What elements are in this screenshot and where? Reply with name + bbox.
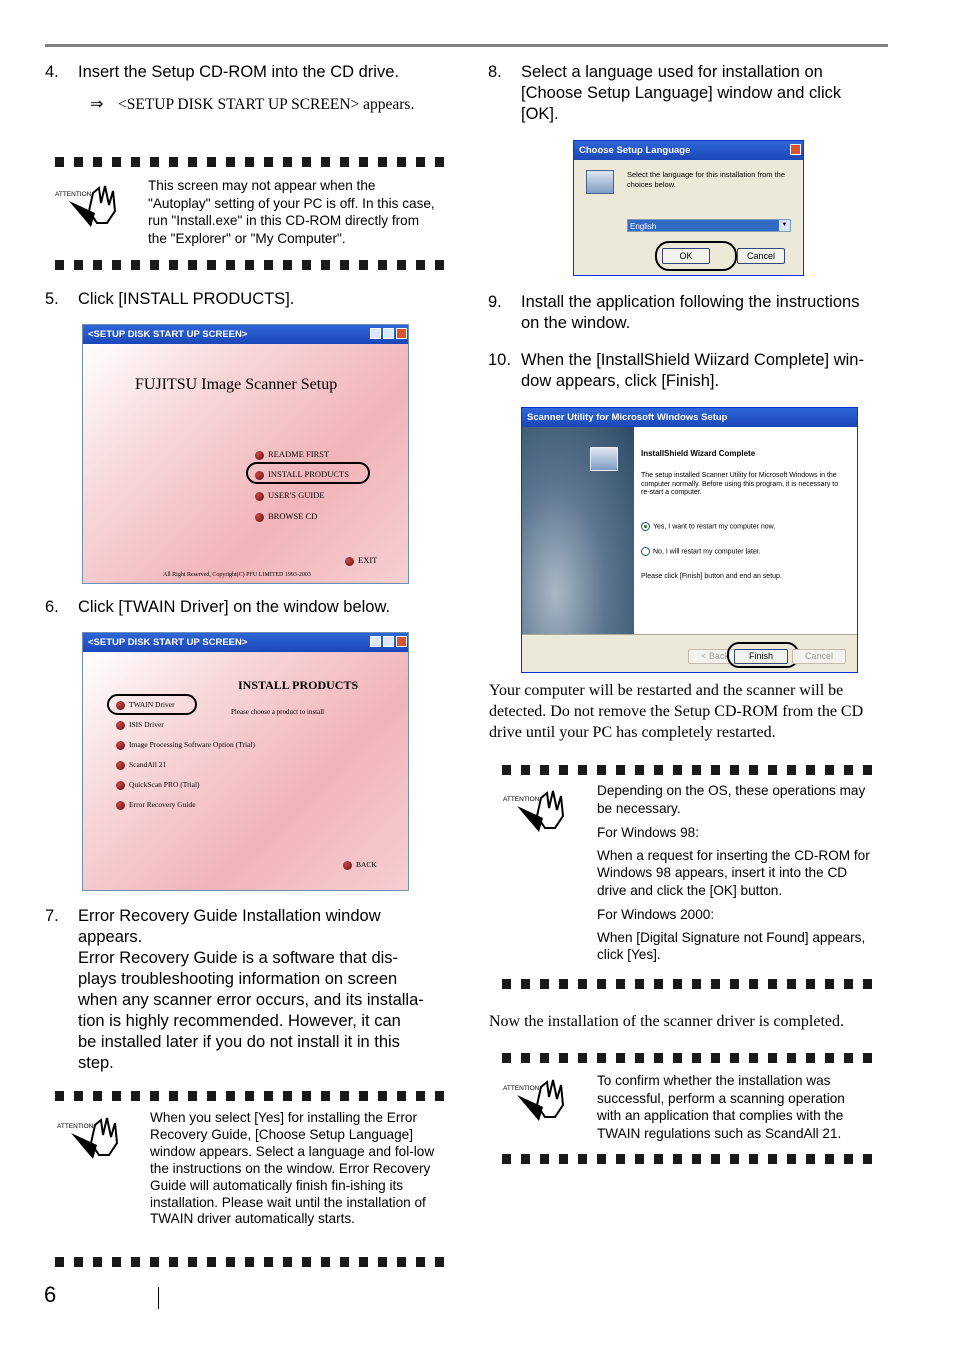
result-arrow: ⇒ — [90, 96, 104, 113]
install-heading: INSTALL PRODUCTS — [238, 678, 359, 692]
step-line: be installed later if you do not install it in this — [78, 1033, 400, 1051]
step-line: plays troubleshooting information on screen — [78, 970, 398, 988]
step-text: Click [INSTALL PRODUCTS]. — [78, 290, 295, 308]
attention-bottom-rule — [502, 979, 882, 989]
attention-label: ATTENTION — [503, 1085, 540, 1092]
menu-label: ScandAll 21 — [129, 760, 167, 769]
menu-label: TWAIN Driver — [129, 700, 175, 709]
bullet-icon — [116, 721, 125, 730]
install-products-screenshot — [82, 632, 409, 891]
step-line: Install the application following the instructions — [521, 293, 860, 311]
wizard-content — [634, 427, 857, 634]
step-line: step. — [78, 1054, 114, 1072]
step-7 — [45, 906, 450, 1074]
menu-users-guide[interactable] — [255, 490, 325, 501]
radio-restart-now[interactable] — [641, 522, 775, 531]
setup-icon — [586, 170, 614, 194]
cancel-button[interactable]: Cancel — [737, 248, 785, 264]
exit-label: EXIT — [358, 555, 378, 565]
attention-label: ATTENTION — [57, 1123, 94, 1130]
radio-restart-later[interactable] — [641, 547, 761, 556]
step-line: on the window. — [521, 314, 631, 332]
menu-label: USER'S GUIDE — [268, 490, 325, 500]
cancel-button[interactable]: Cancel — [792, 649, 846, 664]
chevron-down-icon[interactable]: ▼ — [779, 220, 790, 231]
menu-label: Error Recovery Guide — [129, 800, 196, 809]
step-text — [78, 906, 450, 1074]
copyright: All Right Reserved, Copyright(C) PFU LIMITED 1993-2003 — [163, 572, 311, 578]
step-text — [521, 350, 864, 392]
restart-paragraph: Your computer will be restarted and the scanner will be detected. Do not remove the Setup CD-ROM from the CD drive until your PC has completely restarted. — [489, 682, 864, 741]
attention-top-rule — [55, 157, 445, 167]
setup-screen-body — [83, 344, 408, 583]
menu-label: Image Processing Software Option (Trial) — [129, 740, 255, 749]
installshield-wizard — [521, 407, 858, 673]
install-prompt: Please choose a product to install — [231, 708, 325, 716]
attention-top-rule — [55, 1091, 445, 1101]
attention-top-rule — [502, 1053, 882, 1063]
window-title: <SETUP DISK START UP SCREEN> — [88, 637, 248, 648]
setup-screen-screenshot — [82, 324, 409, 584]
attention-paragraph: For Windows 2000: — [597, 907, 715, 922]
radio-label: No, I will restart my computer later. — [653, 548, 761, 556]
back-button[interactable]: < Back — [688, 649, 742, 664]
completed-paragraph: Now the installation of the scanner driver is completed. — [489, 1013, 845, 1030]
header-rule — [45, 44, 888, 47]
maximize-icon[interactable] — [383, 328, 394, 339]
bullet-icon — [255, 513, 264, 522]
step-line: appears. — [78, 928, 143, 946]
language-selected: English — [630, 222, 657, 231]
close-icon[interactable] — [396, 328, 407, 339]
wizard-body: The setup installed Scanner Utility for Microsoft Windows in the computer normally. Before using this program, it is necessary to re-start a computer. — [641, 472, 839, 497]
window-titlebar — [83, 325, 408, 344]
menu-error-recovery[interactable] — [116, 800, 196, 810]
highlight-ring — [246, 462, 370, 484]
step-line: [Choose Setup Language] window and click — [521, 84, 842, 102]
step-line: Error Recovery Guide is a software that dis- — [78, 949, 399, 967]
attention-text: When you select [Yes] for installing the Error Recovery Guide, [Choose Setup Language] window appears. Select a language and fol-low the instructions on the window. Error Recovery Guide will automatically finish fin-ishing its installation. Please wait until the installation of TWAIN driver automatically starts. — [150, 1110, 435, 1227]
install-screen-body — [83, 652, 408, 890]
back-button[interactable] — [343, 860, 377, 870]
attention-paragraph: For Windows 98: — [597, 825, 699, 840]
step-number: 9. — [488, 293, 502, 311]
wizard-footer — [522, 634, 857, 672]
footer-divider — [158, 1287, 159, 1309]
bullet-icon — [116, 761, 125, 770]
bullet-icon — [345, 557, 354, 566]
window-title: <SETUP DISK START UP SCREEN> — [88, 329, 248, 340]
menu-image-processing[interactable] — [116, 740, 255, 750]
step-9 — [488, 292, 893, 336]
step-line: tion is highly recommended. However, it can — [78, 1012, 401, 1030]
radio-icon — [641, 547, 650, 556]
back-label: BACK — [356, 860, 377, 869]
wizard-side-art — [522, 427, 634, 634]
ok-button[interactable]: OK — [662, 248, 710, 264]
attention-icon — [503, 1077, 573, 1122]
step-text: Insert the Setup CD-ROM into the CD drive. — [78, 63, 399, 81]
attention-paragraph: When a request for inserting the CD-ROM for Windows 98 appears, insert it into the CD drive and click the [OK] button. — [597, 847, 870, 898]
attention-icon — [503, 788, 573, 833]
bullet-icon — [343, 861, 352, 870]
step-result: <SETUP DISK START UP SCREEN> appears. — [118, 96, 415, 113]
page-number: 6 — [44, 1282, 57, 1307]
step-number: 10. — [488, 351, 511, 369]
step-line: [OK]. — [521, 105, 559, 123]
step-6 — [45, 597, 445, 619]
radio-selected-icon — [641, 522, 650, 531]
wizard-titlebar — [522, 408, 857, 427]
step-line: when any scanner error occurs, and its installa- — [78, 991, 424, 1009]
attention-bottom-rule — [502, 1154, 882, 1164]
step-line: Select a language used for installation on — [521, 63, 823, 81]
attention-text: To confirm whether the installation was successful, perform a scanning operation with an application that complies with the TWAIN regulations such as ScandAll 21. — [597, 1073, 845, 1141]
dialog-title: Choose Setup Language — [579, 145, 691, 156]
attention-paragraph: When [Digital Signature not Found] appears, click [Yes]. — [597, 929, 866, 962]
wizard-hint: Please click [Finish] button and end an setup. — [641, 573, 782, 580]
menu-browse-cd[interactable] — [255, 511, 317, 522]
bullet-icon — [255, 492, 264, 501]
setup-icon — [590, 447, 618, 471]
bullet-icon — [255, 451, 264, 460]
attention-paragraph: Depending on the OS, these operations may be necessary. — [597, 783, 866, 816]
menu-readme-first[interactable] — [255, 449, 329, 460]
wizard-heading: InstallShield Wizard Complete — [641, 449, 756, 458]
step-line: dow appears, click [Finish]. — [521, 372, 720, 390]
menu-label: README FIRST — [268, 449, 330, 459]
step-line: Error Recovery Guide Installation window — [78, 907, 381, 925]
close-icon[interactable] — [790, 144, 801, 155]
choose-language-dialog — [573, 140, 804, 276]
step-text: Click [TWAIN Driver] on the window below. — [78, 598, 391, 616]
menu-quickscan[interactable] — [116, 780, 200, 790]
step-8 — [488, 62, 893, 128]
minimize-icon[interactable] — [370, 328, 381, 339]
bullet-icon — [116, 801, 125, 810]
bullet-icon — [116, 741, 125, 750]
dialog-body — [574, 160, 803, 275]
step-5 — [45, 289, 445, 311]
exit-button[interactable] — [345, 555, 377, 566]
close-icon[interactable] — [396, 636, 407, 647]
attention-label: ATTENTION — [503, 796, 540, 803]
step-number: 7. — [45, 907, 59, 925]
maximize-icon[interactable] — [383, 636, 394, 647]
highlight-ring — [655, 241, 737, 271]
step-4 — [45, 62, 445, 84]
wizard-title: Scanner Utility for Microsoft Windows Setup — [527, 412, 728, 423]
attention-text: This screen may not appear when the "Autoplay" setting of your PC is off. In this case, run "Install.exe" in this CD-ROM directly from the "Explorer" or "My Computer". — [148, 178, 435, 246]
step-number: 4. — [45, 63, 59, 81]
attention-bottom-rule — [55, 260, 445, 270]
highlight-ring — [727, 642, 799, 668]
minimize-icon[interactable] — [370, 636, 381, 647]
attention-icon — [55, 183, 125, 228]
setup-heading: FUJITSU Image Scanner Setup — [135, 376, 338, 393]
step-number: 6. — [45, 598, 59, 616]
step-10 — [488, 350, 893, 394]
radio-label: Yes, I want to restart my computer now. — [653, 523, 776, 531]
step-text — [521, 292, 859, 334]
menu-label: INSTALL PRODUCTS — [268, 469, 349, 479]
finish-button[interactable]: Finish — [734, 649, 788, 664]
menu-label: QuickScan PRO (Trial) — [129, 780, 200, 789]
language-select[interactable] — [627, 219, 791, 232]
menu-isis-driver[interactable] — [116, 720, 164, 730]
attention-bottom-rule — [55, 1257, 445, 1267]
menu-label: ISIS Driver — [129, 720, 164, 729]
dialog-message: Select the language for this installation from the choices below. — [627, 170, 786, 189]
menu-label: BROWSE CD — [268, 511, 318, 521]
attention-top-rule — [502, 765, 882, 775]
step-line: When the [InstallShield Wiizard Complete] win- — [521, 351, 864, 369]
attention-icon — [57, 1115, 127, 1160]
highlight-ring — [107, 694, 197, 715]
dialog-titlebar — [574, 141, 803, 160]
step-text — [521, 62, 841, 125]
attention-text — [597, 782, 877, 964]
bullet-icon — [116, 781, 125, 790]
step-number: 8. — [488, 63, 502, 81]
menu-scandall[interactable] — [116, 760, 166, 770]
attention-label: ATTENTION — [55, 191, 92, 198]
step-number: 5. — [45, 290, 59, 308]
window-titlebar — [83, 633, 408, 652]
